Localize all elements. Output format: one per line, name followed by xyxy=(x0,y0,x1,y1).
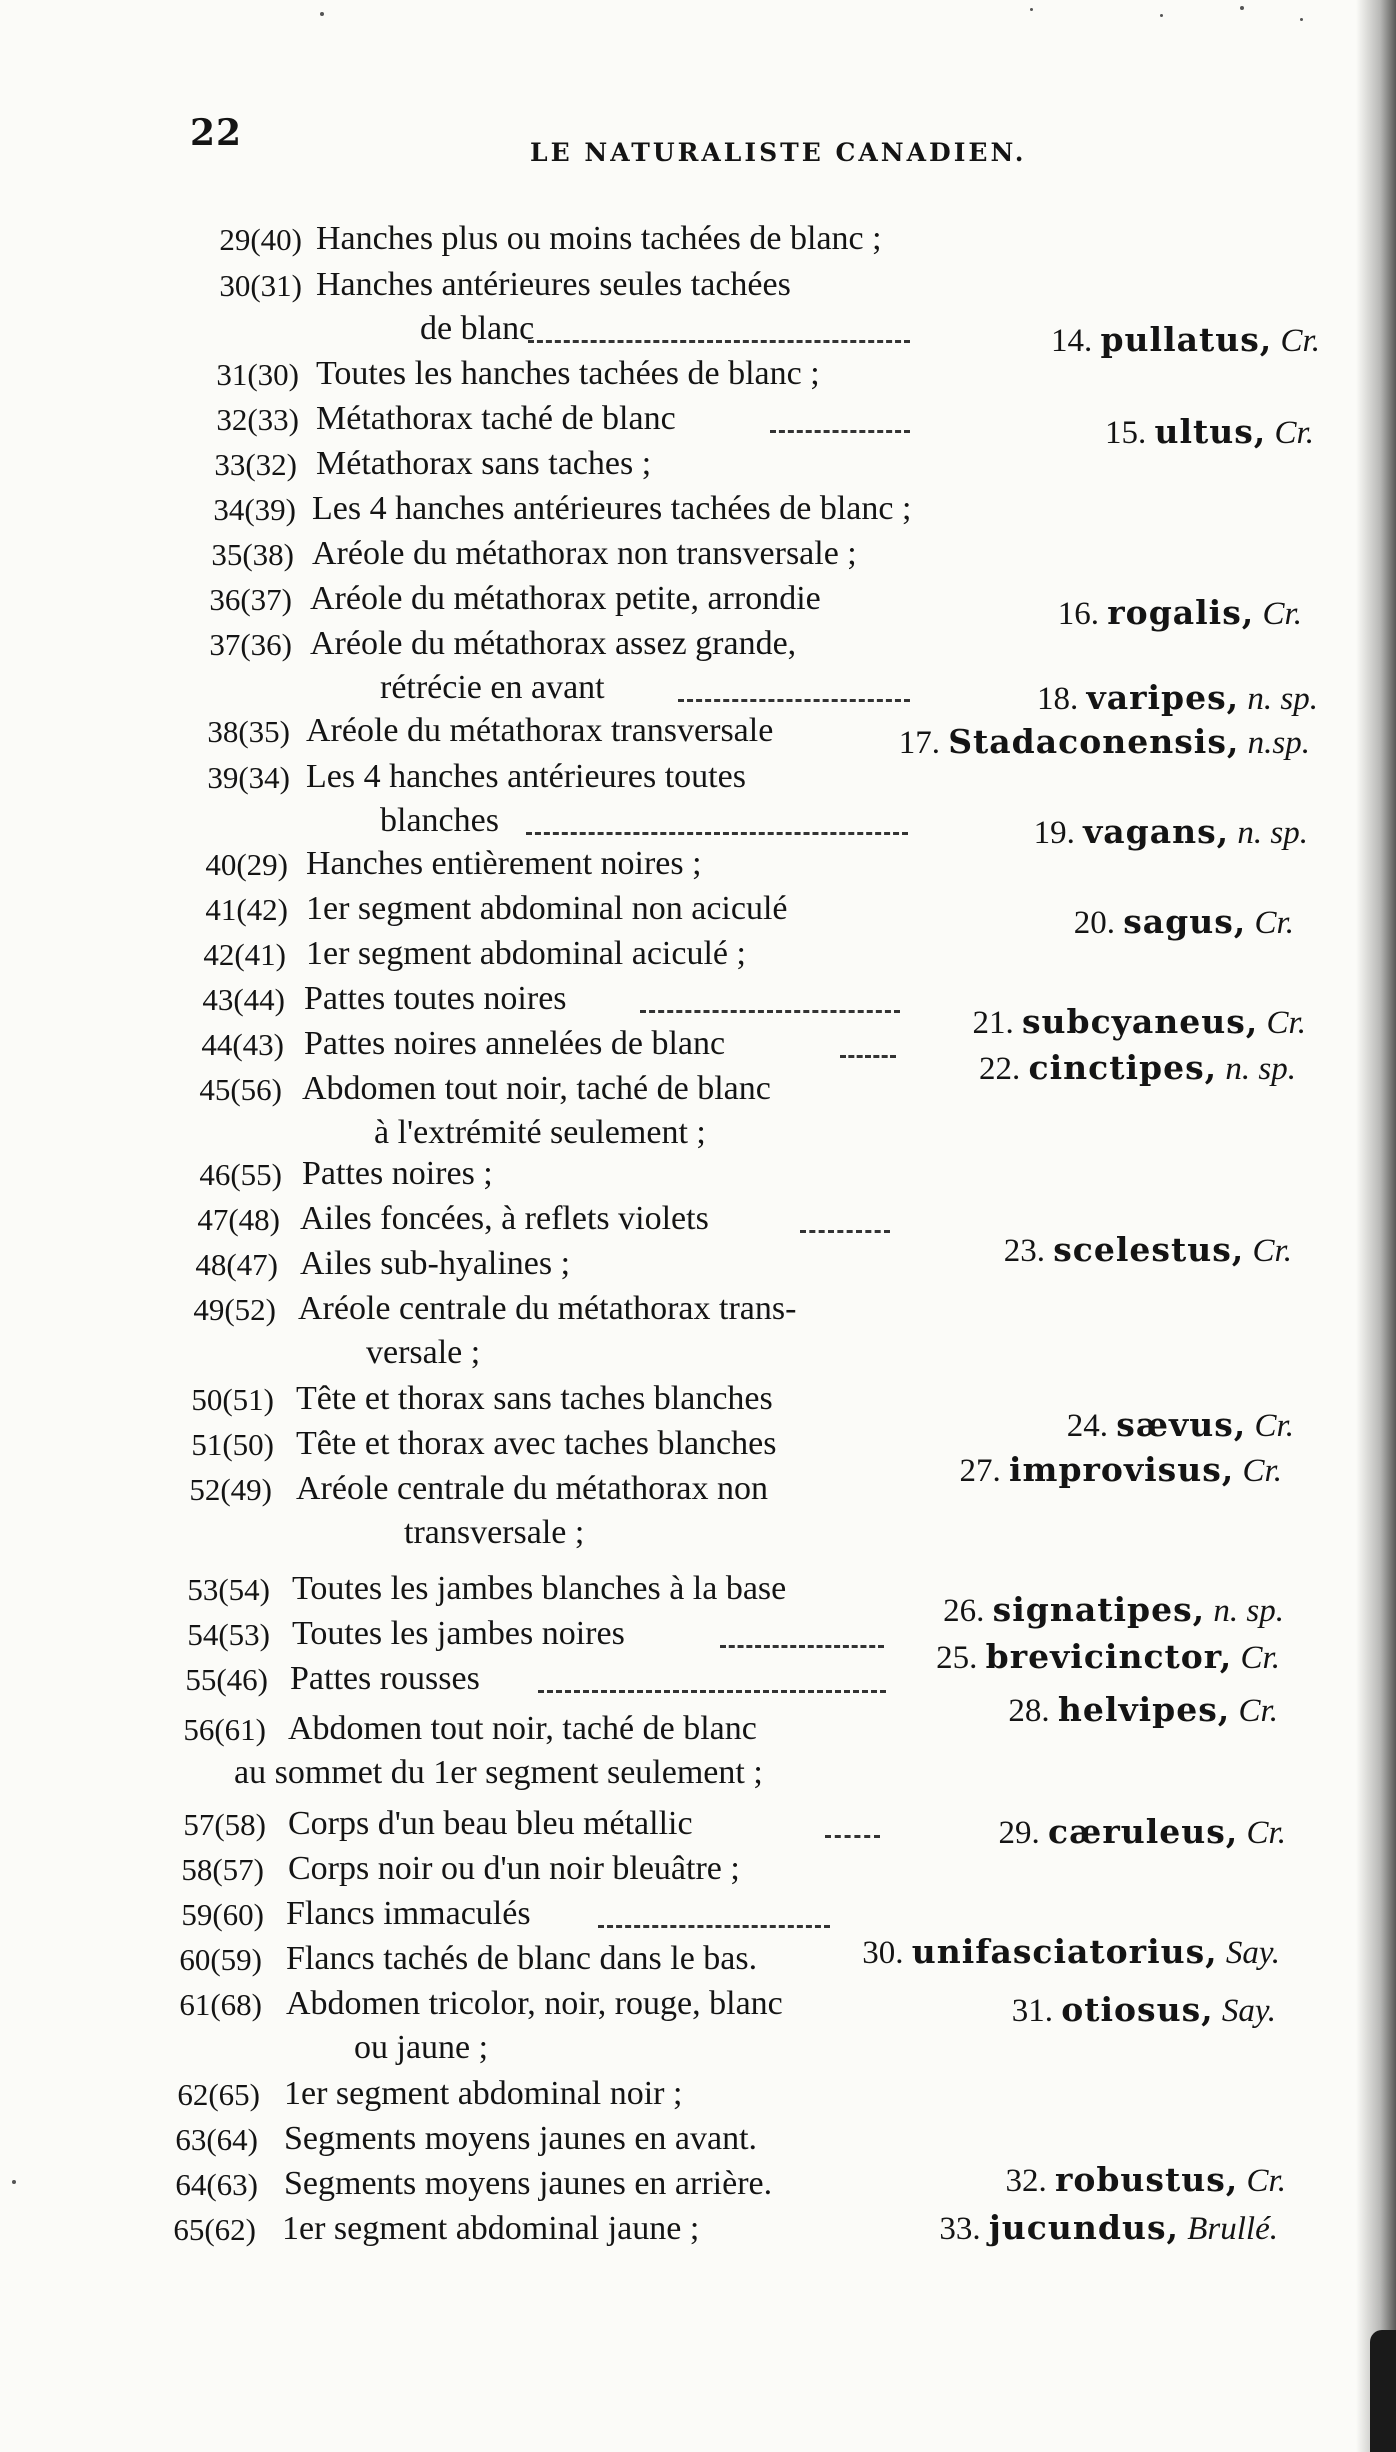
species-author: Cr. xyxy=(1240,1640,1280,1676)
couplet-text: Métathorax taché de blanc xyxy=(316,400,676,437)
couplet-text: Aréole du métathorax assez grande, xyxy=(310,625,797,662)
couplet-text: Toutes les hanches tachées de blanc ; xyxy=(316,355,820,392)
key-entry xyxy=(0,1155,1396,1201)
print-speck xyxy=(320,12,324,16)
print-speck xyxy=(1240,6,1244,10)
couplet-text: Les 4 hanches antérieures tachées de blanc ; xyxy=(312,490,912,527)
dotted-leader xyxy=(526,832,908,835)
species-number: 23. xyxy=(1003,1233,1045,1269)
species-author: Say. xyxy=(1225,1935,1280,1971)
couplet-text-continued: à l'extrémité seulement ; xyxy=(374,1114,706,1151)
species-number: 33. xyxy=(939,2211,981,2247)
species-result xyxy=(1005,2160,1286,2200)
species-number: 21. xyxy=(972,1005,1014,1041)
species-name: Stadaconensis, xyxy=(948,722,1240,761)
couplet-text: Segments moyens jaunes en arrière. xyxy=(284,2165,773,2202)
couplet-number: 43(44) xyxy=(202,982,285,1017)
couplet-number: 54(53) xyxy=(187,1617,270,1652)
page-edge-blot xyxy=(1370,2330,1396,2452)
species-name: vagans, xyxy=(1083,812,1230,851)
dotted-leader xyxy=(598,1925,830,1928)
species-author: Cr. xyxy=(1266,1005,1306,1041)
couplet-number: 55(46) xyxy=(185,1662,268,1697)
species-name: ultus, xyxy=(1154,412,1267,451)
species-number: 15. xyxy=(1104,415,1147,451)
species-result xyxy=(1037,678,1318,718)
print-speck xyxy=(12,2180,16,2184)
print-speck xyxy=(1160,14,1163,17)
dotted-leader xyxy=(678,699,910,702)
species-author: Cr. xyxy=(1238,1693,1278,1729)
key-entry xyxy=(0,355,1396,401)
couplet-number: 48(47) xyxy=(195,1247,278,1282)
couplet-number: 33(32) xyxy=(214,447,297,482)
species-result xyxy=(1034,812,1308,852)
species-result xyxy=(862,1932,1280,1972)
couplet-text-continued: transversale ; xyxy=(404,1514,585,1551)
couplet-text: Corps noir ou d'un noir bleuâtre ; xyxy=(288,1850,740,1887)
species-number: 30. xyxy=(862,1935,904,1971)
couplet-number: 50(51) xyxy=(191,1382,274,1417)
species-result xyxy=(1067,1405,1294,1445)
species-name: subcyaneus, xyxy=(1021,1002,1259,1041)
couplet-number: 51(50) xyxy=(191,1427,274,1462)
couplet-text: Tête et thorax sans taches blanches xyxy=(296,1380,773,1417)
species-name: signatipes, xyxy=(992,1590,1206,1629)
key-entry xyxy=(0,1290,1396,1371)
couplet-number: 62(65) xyxy=(177,2077,260,2112)
species-number: 27. xyxy=(959,1453,1001,1489)
species-author: Cr. xyxy=(1246,1815,1286,1851)
running-title: LE NATURALISTE CANADIEN. xyxy=(530,138,1027,167)
couplet-number: 36(37) xyxy=(209,582,292,617)
couplet-text: Abdomen tout noir, taché de blanc xyxy=(302,1070,771,1107)
couplet-number: 57(58) xyxy=(183,1807,266,1842)
couplet-number: 38(35) xyxy=(207,714,290,749)
species-number: 19. xyxy=(1033,815,1075,851)
couplet-number: 34(39) xyxy=(213,492,296,527)
species-result xyxy=(899,722,1310,762)
couplet-number: 31(30) xyxy=(216,357,299,392)
species-result xyxy=(1008,1690,1278,1730)
couplet-text: 1er segment abdominal jaune ; xyxy=(282,2210,700,2247)
couplet-number: 60(59) xyxy=(179,1942,262,1977)
key-entry xyxy=(0,535,1396,581)
species-author: Say. xyxy=(1221,1993,1276,2029)
couplet-text: Pattes rousses xyxy=(290,1660,480,1697)
species-result xyxy=(972,1002,1306,1042)
species-number: 31. xyxy=(1011,1993,1053,2029)
species-result xyxy=(999,1812,1286,1852)
species-name: jucundus, xyxy=(988,2208,1180,2247)
dotted-leader xyxy=(800,1230,890,1233)
couplet-text: Flancs immaculés xyxy=(286,1895,531,1932)
couplet-text: Abdomen tout noir, taché de blanc xyxy=(288,1710,757,1747)
couplet-text: Métathorax sans taches ; xyxy=(316,445,652,482)
couplet-text-continued: de blanc xyxy=(420,310,535,347)
couplet-text: Segments moyens jaunes en avant. xyxy=(284,2120,758,2157)
couplet-number: 41(42) xyxy=(205,892,288,927)
species-result xyxy=(936,1637,1280,1677)
print-speck xyxy=(1030,8,1033,11)
species-number: 25. xyxy=(936,1640,978,1676)
species-result xyxy=(1012,1990,1276,2030)
couplet-number: 59(60) xyxy=(181,1897,264,1932)
species-number: 24. xyxy=(1066,1408,1109,1444)
couplet-number: 46(55) xyxy=(199,1157,282,1192)
couplet-number: 61(68) xyxy=(179,1987,262,2022)
species-name: cæruleus, xyxy=(1048,1812,1239,1851)
species-number: 22. xyxy=(979,1051,1021,1087)
couplet-number: 64(63) xyxy=(175,2167,258,2202)
species-name: unifasciatorius, xyxy=(911,1932,1218,1971)
dotted-leader xyxy=(528,340,910,343)
species-name: helvipes, xyxy=(1057,1690,1231,1729)
key-entry xyxy=(0,490,1396,536)
couplet-number: 29(40) xyxy=(219,222,302,257)
species-name: otiosus, xyxy=(1061,1990,1214,2029)
species-author: Brullé. xyxy=(1187,2211,1278,2247)
couplet-text: 1er segment abdominal non aciculé xyxy=(306,890,788,927)
couplet-text-continued: blanches xyxy=(380,802,499,839)
couplet-number: 49(52) xyxy=(193,1292,276,1327)
species-name: pullatus, xyxy=(1100,320,1273,359)
couplet-text: Abdomen tricolor, noir, rouge, blanc xyxy=(286,1985,783,2022)
couplet-number: 42(41) xyxy=(203,937,286,972)
couplet-text: Toutes les jambes blanches à la base xyxy=(292,1570,787,1607)
couplet-text: 1er segment abdominal aciculé ; xyxy=(306,935,746,972)
couplet-text: Aréole centrale du métathorax trans- xyxy=(298,1290,797,1327)
couplet-number: 35(38) xyxy=(211,537,294,572)
print-speck xyxy=(1300,18,1303,21)
couplet-text-continued: rétrécie en avant xyxy=(380,669,605,706)
species-author: Cr. xyxy=(1252,1233,1292,1269)
species-result xyxy=(1074,902,1294,942)
couplet-text: Pattes noires annelées de blanc xyxy=(304,1025,726,1062)
species-name: brevicinctor, xyxy=(985,1637,1233,1676)
species-name: varipes, xyxy=(1086,678,1240,717)
couplet-text-continued: versale ; xyxy=(366,1334,481,1371)
couplet-text: Toutes les jambes noires xyxy=(292,1615,625,1652)
couplet-number: 53(54) xyxy=(187,1572,270,1607)
dotted-leader xyxy=(538,1690,886,1693)
couplet-text: Les 4 hanches antérieures toutes xyxy=(306,758,746,795)
species-number: 28. xyxy=(1008,1693,1050,1729)
couplet-text: Hanches entièrement noires ; xyxy=(306,845,702,882)
couplet-text: Flancs tachés de blanc dans le bas. xyxy=(286,1940,758,1977)
page-edge-shadow xyxy=(1356,0,1396,2452)
species-result xyxy=(1058,593,1302,633)
species-result xyxy=(943,1590,1284,1630)
species-name: sagus, xyxy=(1123,902,1247,941)
couplet-number: 44(43) xyxy=(201,1027,284,1062)
couplet-number: 45(56) xyxy=(199,1072,282,1107)
key-entry xyxy=(0,1850,1396,1896)
species-name: rogalis, xyxy=(1107,593,1255,632)
species-number: 14. xyxy=(1050,323,1093,359)
couplet-number: 32(33) xyxy=(216,402,299,437)
species-author: n. sp. xyxy=(1225,1051,1296,1087)
species-result xyxy=(939,2208,1278,2248)
couplet-text: Aréole du métathorax non transversale ; xyxy=(312,535,857,572)
species-number: 18. xyxy=(1037,681,1079,717)
species-number: 29. xyxy=(998,1815,1040,1851)
page-number: 22 xyxy=(190,112,243,154)
species-result xyxy=(1051,320,1320,360)
dotted-leader xyxy=(840,1055,896,1058)
key-entry xyxy=(0,2075,1396,2121)
dotted-leader xyxy=(640,1010,900,1013)
couplet-text: Aréole du métathorax transversale xyxy=(306,712,774,749)
couplet-text: Hanches plus ou moins tachées de blanc ; xyxy=(316,220,882,257)
species-number: 20. xyxy=(1073,905,1115,941)
dotted-leader xyxy=(770,430,910,433)
species-author: Cr. xyxy=(1262,596,1302,632)
couplet-text: Ailes foncées, à reflets violets xyxy=(300,1200,709,1237)
couplet-text: Aréole du métathorax petite, arrondie xyxy=(310,580,821,617)
species-name: scelestus, xyxy=(1053,1230,1245,1269)
species-result xyxy=(1105,412,1314,452)
couplet-text: 1er segment abdominal noir ; xyxy=(284,2075,683,2112)
species-author: Cr. xyxy=(1246,2163,1286,2199)
species-result xyxy=(979,1048,1296,1088)
key-entry xyxy=(0,220,1396,266)
species-author: Cr. xyxy=(1254,905,1294,941)
species-author: Cr. xyxy=(1254,1408,1294,1444)
species-author: n. sp. xyxy=(1213,1593,1284,1629)
couplet-number: 47(48) xyxy=(197,1202,280,1237)
species-name: robustus, xyxy=(1054,2160,1239,2199)
couplet-number: 40(29) xyxy=(205,847,288,882)
couplet-text: Pattes noires ; xyxy=(302,1155,493,1192)
dotted-leader xyxy=(720,1645,884,1648)
species-number: 26. xyxy=(943,1593,985,1629)
couplet-number: 58(57) xyxy=(181,1852,264,1887)
couplet-number: 63(64) xyxy=(175,2122,258,2157)
couplet-number: 65(62) xyxy=(173,2212,256,2247)
species-name: sævus, xyxy=(1116,1405,1247,1444)
species-author: n.sp. xyxy=(1247,725,1310,761)
species-author: n. sp. xyxy=(1237,815,1308,851)
couplet-text: Corps d'un beau bleu métallic xyxy=(288,1805,693,1842)
species-author: Cr. xyxy=(1280,323,1320,359)
couplet-number: 52(49) xyxy=(189,1472,272,1507)
couplet-number: 56(61) xyxy=(183,1712,266,1747)
couplet-text-continued: au sommet du 1er segment seulement ; xyxy=(234,1754,763,1791)
species-number: 16. xyxy=(1057,596,1100,632)
couplet-text: Aréole centrale du métathorax non xyxy=(296,1470,769,1507)
species-author: Cr. xyxy=(1274,415,1314,451)
dotted-leader xyxy=(825,1835,880,1838)
species-author: Cr. xyxy=(1242,1453,1282,1489)
species-name: cinctipes, xyxy=(1028,1048,1218,1087)
couplet-text: Tête et thorax avec taches blanches xyxy=(296,1425,777,1462)
species-result xyxy=(1004,1230,1292,1270)
couplet-text: Hanches antérieures seules tachées xyxy=(316,266,791,303)
species-name: improvisus, xyxy=(1009,1450,1235,1489)
species-number: 32. xyxy=(1005,2163,1047,2199)
couplet-number: 37(36) xyxy=(209,627,292,662)
couplet-text: Pattes toutes noires xyxy=(304,980,567,1017)
species-number: 17. xyxy=(898,725,940,761)
species-result xyxy=(960,1450,1282,1490)
species-author: n. sp. xyxy=(1247,681,1318,717)
couplet-number: 30(31) xyxy=(219,268,302,303)
couplet-text: Ailes sub-hyalines ; xyxy=(300,1245,571,1282)
couplet-number: 39(34) xyxy=(207,760,290,795)
couplet-text-continued: ou jaune ; xyxy=(354,2029,489,2066)
